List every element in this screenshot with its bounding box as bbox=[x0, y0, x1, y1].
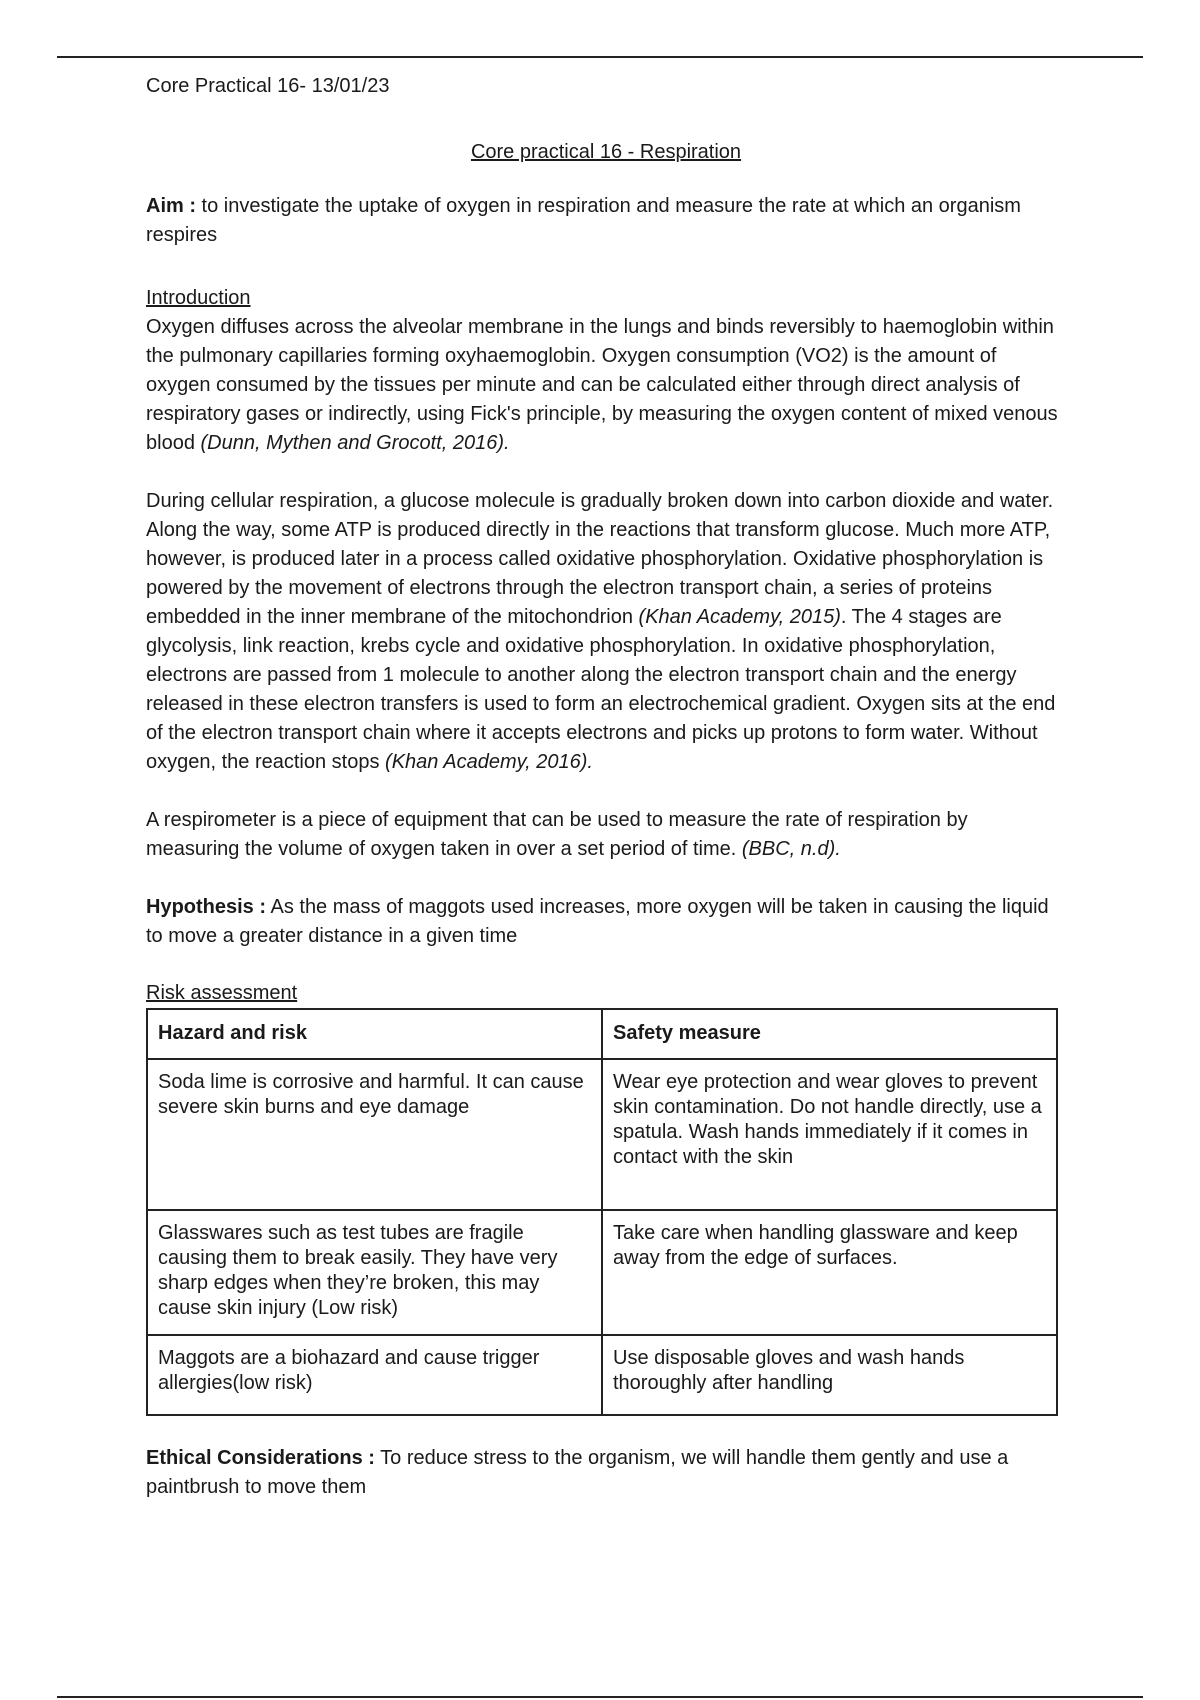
hypothesis-text: As the mass of maggots used increases, more oxygen will be taken in causing the liquid to move a greater distance in a given time bbox=[146, 896, 1049, 947]
safety-cell: Take care when handling glassware and keep away from the edge of surfaces. bbox=[602, 1210, 1057, 1335]
intro-para2-citation-1: (Khan Academy, 2015) bbox=[638, 606, 841, 628]
ethics-label: Ethical Considerations : bbox=[146, 1447, 375, 1469]
introduction-paragraph-3 bbox=[146, 806, 1066, 864]
page-title: Core practical 16 - Respiration bbox=[470, 141, 742, 163]
risk-assessment-table bbox=[146, 1008, 1058, 1416]
hypothesis-paragraph bbox=[146, 893, 1066, 951]
intro-para2-citation-2: (Khan Academy, 2016). bbox=[385, 751, 593, 773]
hazard-cell: Soda lime is corrosive and harmful. It can cause severe skin burns and eye damage bbox=[147, 1059, 602, 1210]
intro-para1-citation: (Dunn, Mythen and Grocott, 2016). bbox=[200, 432, 510, 454]
introduction-paragraph-2 bbox=[146, 487, 1066, 777]
table-row bbox=[147, 1059, 1057, 1210]
intro-para2-text-a: During cellular respiration, a glucose molecule is gradually broken down into carbon dioxide and water. Along the way, some ATP is produced directly in the reactions that transform glucose. Much more ATP, however, is produced later in a process called oxidative phosphorylation. Oxidative phosphorylation is powered by the movement of electrons through the electron transport chain, a series of proteins embedded in the inner membrane of the mitochondrion bbox=[146, 490, 1054, 628]
hazard-cell: Maggots are a biohazard and cause trigger allergies(low risk) bbox=[147, 1335, 602, 1415]
document-page bbox=[146, 72, 1066, 1502]
intro-para3-citation: (BBC, n.d). bbox=[741, 838, 841, 860]
hypothesis-label: Hypothesis : bbox=[146, 896, 267, 918]
risk-assessment-heading: Risk assessment bbox=[146, 982, 298, 1004]
ethics-paragraph bbox=[146, 1444, 1066, 1502]
intro-para2-text-b: . The 4 stages are glycolysis, link reaction, krebs cycle and oxidative phosphorylation. In oxidative phosphorylation, electrons are passed from 1 molecule to another along the electron transport chain and the energy released in these electron transfers is used to form an electrochemical gradient. Oxygen sits at the end of the electron transport chain where it accepts electrons and picks up protons to form water. Without oxygen, the reaction stops bbox=[146, 606, 1056, 773]
intro-para1-text: Oxygen diffuses across the alveolar membrane in the lungs and binds reversibly to haemoglobin within the pulmonary capillaries forming oxyhaemoglobin. Oxygen consumption (VO2) is the amount of oxygen consumed by the tissues per minute and can be calculated either through direct analysis of respiratory gases or indirectly, using Fick's principle, by measuring the oxygen content of mixed venous blood bbox=[146, 316, 1058, 454]
introduction-paragraph-1 bbox=[146, 313, 1066, 458]
ethics-text: To reduce stress to the organism, we will handle them gently and use a paintbrush to move them bbox=[146, 1447, 1009, 1498]
column-header-hazard: Hazard and risk bbox=[147, 1009, 602, 1059]
top-divider bbox=[57, 56, 1143, 58]
aim-label: Aim : bbox=[146, 195, 196, 217]
aim-paragraph bbox=[146, 192, 1066, 250]
safety-cell: Wear eye protection and wear gloves to prevent skin contamination. Do not handle directly, use a spatula. Wash hands immediately if it comes in contact with the skin bbox=[602, 1059, 1057, 1210]
column-header-safety: Safety measure bbox=[602, 1009, 1057, 1059]
table-row bbox=[147, 1210, 1057, 1335]
aim-text: to investigate the uptake of oxygen in respiration and measure the rate at which an organism respires bbox=[146, 195, 1021, 246]
hazard-cell: Glasswares such as test tubes are fragile causing them to break easily. They have very sharp edges when they’re broken, this may cause skin injury (Low risk) bbox=[147, 1210, 602, 1335]
introduction-heading: Introduction bbox=[146, 287, 251, 309]
table-header-row bbox=[147, 1009, 1057, 1059]
table-row bbox=[147, 1335, 1057, 1415]
safety-cell: Use disposable gloves and wash hands thoroughly after handling bbox=[602, 1335, 1057, 1415]
intro-para3-text: A respirometer is a piece of equipment that can be used to measure the rate of respiration by measuring the volume of oxygen taken in over a set period of time. bbox=[146, 809, 968, 860]
header-note: Core Practical 16- 13/01/23 bbox=[146, 75, 390, 97]
bottom-divider bbox=[57, 1696, 1143, 1698]
